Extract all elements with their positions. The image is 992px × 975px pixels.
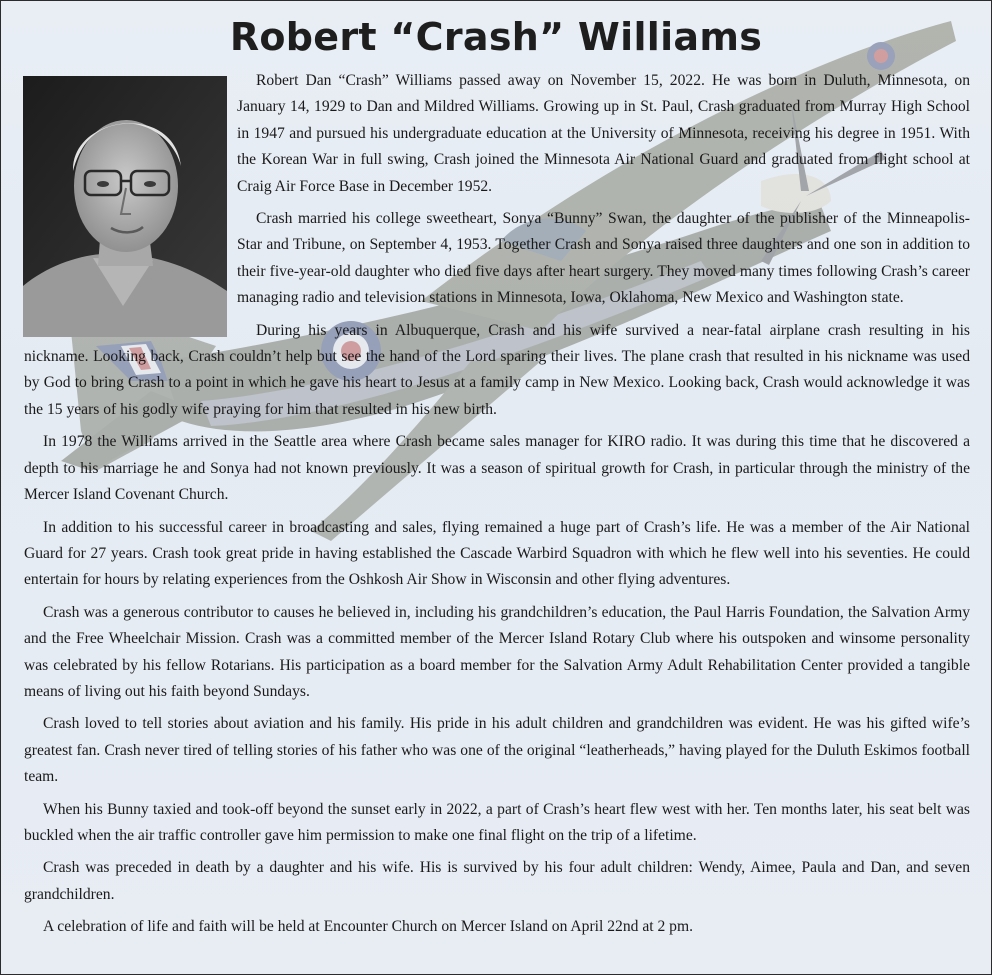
paragraph-nickname: During his years in Albuquerque, Crash and his wife survived a near-fatal airplane crash resulting in his nickname. Looking back, Crash couldn’t help but see the hand of the Lord sparing their lives. The plane crash that resulted in his nickname was used by God to bring Crash to a point in which he gave his heart to Jesus at a family camp in New Mexico. Looking back, Crash would acknowledge it was the 15 years of his godly wife praying for him that resulted in his new birth.: [24, 321, 970, 418]
paragraph-celebration: A celebration of life and faith will be held at Encounter Church on Mercer Island on April 22nd at 2 pm.: [43, 918, 693, 936]
paragraph-stories: Crash loved to tell stories about aviation and his family. His pride in his adult children and grandchildren was evident. He was his gifted wife’s greatest fan. Crash never tired of telling stories of his father who was one of the original “leatherheads,” having played for the Duluth Eskimos football team.: [24, 715, 970, 786]
paragraph-intro: Robert Dan “Crash” Williams passed away on November 15, 2022. He was born in Duluth, Minnesota, on January 14, 1929 to Dan and Mildred Williams. Growing up in St. Paul, Crash graduated from Murray High School in 1947 and pursued his undergraduate education at the University of Minnesota, receiving his degree in 1951. With the Korean War in full swing, Crash joined the Minnesota Air National Guard and graduated from flight school at Craig Air Force Base in December 1952.: [237, 72, 970, 195]
paragraph-final-flight: When his Bunny taxied and took-off beyond the sunset early in 2022, a part of Crash’s heart flew west with her. Ten months later, his seat belt was buckled when the air traffic controller gave him permission to make one final flight on the trip of a lifetime.: [24, 800, 970, 844]
portrait-spacer: [24, 68, 237, 334]
paragraph-contributions: Crash was a generous contributor to causes he believed in, including his grandchildren’s education, the Paul Harris Foundation, the Salvation Army and the Free Wheelchair Mission. Crash was a committed member of the Mercer Island Rotary Club where his outspoken and winsome personality was celebrated by his fellow Rotarians. His participation as a board member for the Salvation Army Adult Rehabilitation Center provided a tangible means of living out his faith beyond Sundays.: [24, 603, 970, 700]
paragraph-flying: In addition to his successful career in broadcasting and sales, flying remained a huge part of Crash’s life. He was a member of the Air National Guard for 27 years. Crash took great pride in having established the Cascade Warbird Squadron with which he flew well into his seventies. He could entertain for hours by relating experiences from the Oshkosh Air Show in Wisconsin and other flying adventures.: [24, 518, 970, 589]
paragraph-survivors: Crash was preceded in death by a daughter and his wife. His is survived by his four adult children: Wendy, Aimee, Paula and Dan, and seven grandchildren.: [24, 859, 970, 903]
paragraph-marriage: Crash married his college sweetheart, Sonya “Bunny” Swan, the daughter of the publisher of the Minneapolis-Star and Tribune, on September 4, 1953. Together Crash and Sonya raised three daughters and one son in addition to their five-year-old daughter who died five days after heart surgery. They moved many times following Crash’s career managing radio and television stations in Minnesota, Iowa, Oklahoma, New Mexico and Washington state.: [237, 210, 970, 307]
obituary-body: [24, 68, 970, 947]
paragraph-seattle: In 1978 the Williams arrived in the Seattle area where Crash became sales manager for KIRO radio. It was during this time that he discovered a depth to his marriage he and Sonya had not known previously. It was a season of spiritual growth for Crash, in particular through the ministry of the Mercer Island Covenant Church.: [24, 433, 970, 504]
obituary-title: Robert “Crash” Williams: [229, 15, 763, 59]
